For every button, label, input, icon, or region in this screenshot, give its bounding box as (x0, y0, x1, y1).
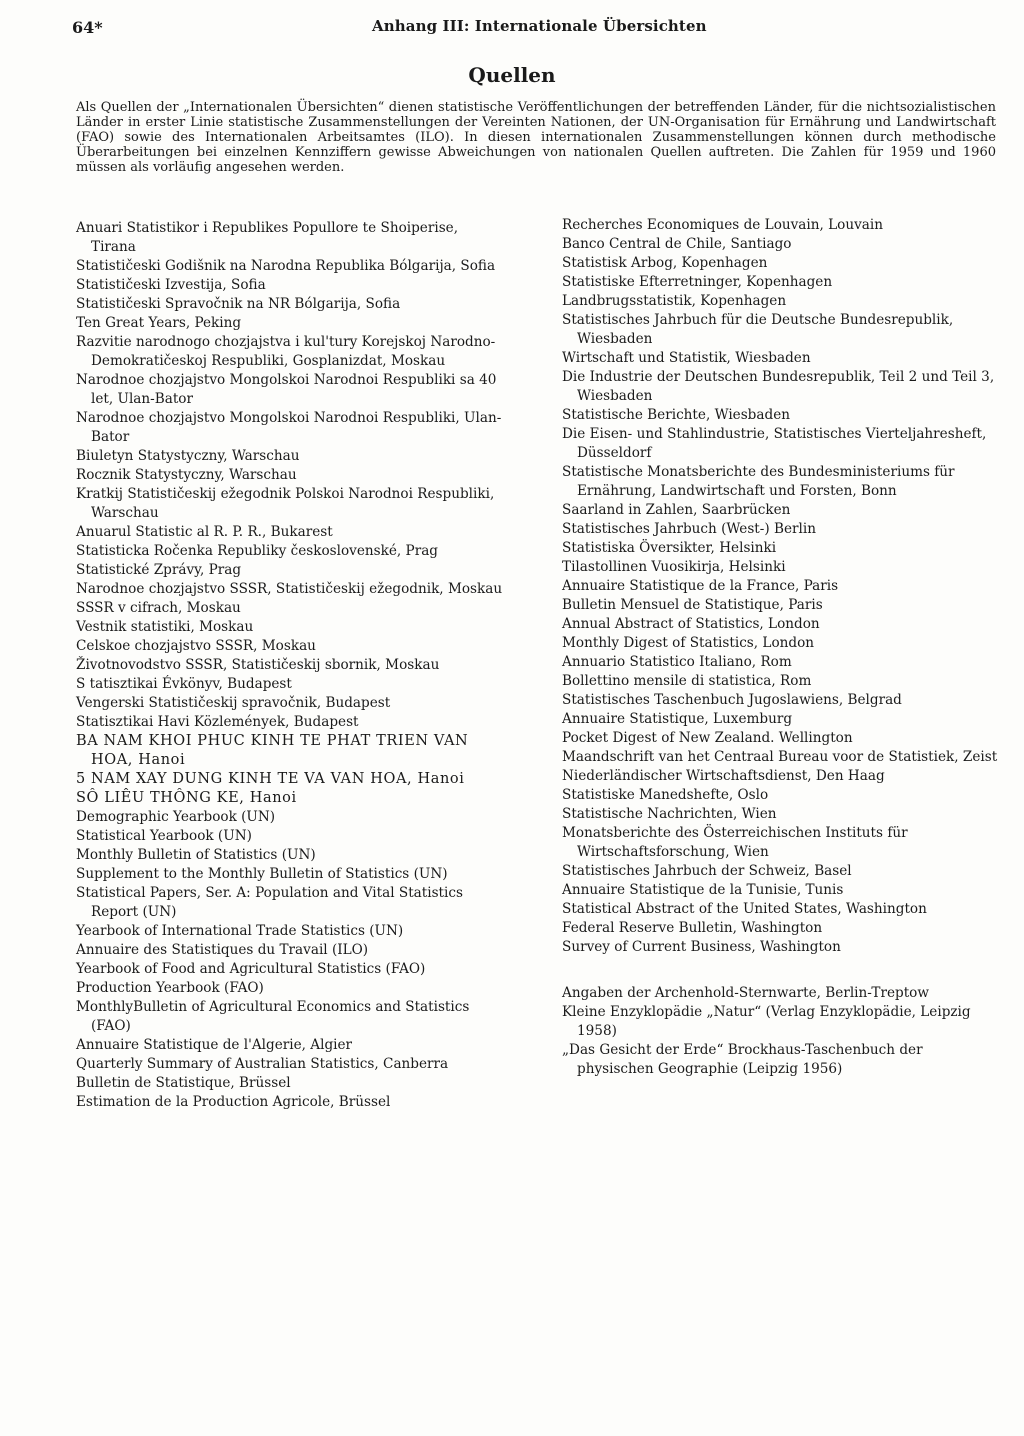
source-entry: Kratkij Statističeskij ežegodnik Polskoi Narodnoi Respubliki, Warschau (76, 486, 495, 521)
source-entry: Supplement to the Monthly Bulletin of Statistics (UN) (76, 866, 448, 882)
source-entry: 5 NAM XAY DUNG KINH TE VA VAN HOA, Hanoi (76, 771, 465, 787)
source-entry: Die Eisen- und Stahlindustrie, Statistisches Vierteljahresheft, Düsseldorf (562, 426, 987, 461)
source-entry: MonthlyBulletin of Agricultural Economics and Statistics (FAO) (76, 999, 470, 1034)
source-entry: Annuaire Statistique de l'Algerie, Algier (76, 1037, 353, 1053)
section-gap (562, 957, 998, 984)
source-entry: Maandschrift van het Centraal Bureau voor de Statistiek, Zeist (562, 749, 998, 765)
source-entry: Statistische Nachrichten, Wien (562, 806, 777, 822)
source-entry: Vengerski Statističeskij spravočnik, Budapest (76, 695, 391, 711)
source-entry: Monthly Bulletin of Statistics (UN) (76, 847, 316, 863)
source-entry: SSSR v cifrach, Moskau (76, 600, 241, 616)
source-entry: Narodnoe chozjajstvo Mongolskoi Narodnoi Respubliki sa 40 let, Ulan-Bator (76, 372, 497, 407)
right-source-list (562, 216, 998, 1079)
source-entry: Demographic Yearbook (UN) (76, 809, 276, 825)
source-entry: SÔ LIÊU THÔNG KE, Hanoi (76, 790, 297, 806)
source-entry: Annual Abstract of Statistics, London (562, 616, 820, 632)
source-entry: Statistische Monatsberichte des Bundesministeriums für Ernährung, Landwirtschaft und Forsten, Bonn (562, 464, 955, 499)
source-entry: S tatisztikai Évkönyv, Budapest (76, 676, 292, 692)
source-entry: Rocznik Statystyczny, Warschau (76, 467, 297, 483)
source-entry: Anuarul Statistic al R. P. R., Bukarest (76, 524, 333, 540)
source-entry: Saarland in Zahlen, Saarbrücken (562, 502, 791, 518)
source-entry: Pocket Digest of New Zealand. Wellington (562, 730, 853, 746)
source-entry: Statisztikai Havi Közlemények, Budapest (76, 714, 359, 730)
source-entry: Statistisches Taschenbuch Jugoslawiens, Belgrad (562, 692, 902, 708)
source-entry: Biuletyn Statystyczny, Warschau (76, 448, 300, 464)
source-entry: Quarterly Summary of Australian Statistics, Canberra (76, 1056, 449, 1072)
source-entry: Statistische Berichte, Wiesbaden (562, 407, 790, 423)
source-entry: Bollettino mensile di statistica, Rom (562, 673, 812, 689)
source-entry: Narodnoe chozjajstvo SSSR, Statističeskij ežegodnik, Moskau (76, 581, 503, 597)
source-entry: Statistiske Efterretninger, Kopenhagen (562, 274, 833, 290)
running-head: Anhang III: Internationale Übersichten (372, 17, 707, 35)
source-entry: Statističeski Spravočnik na NR Bólgarija, Sofia (76, 296, 401, 312)
source-entry: Wirtschaft und Statistik, Wiesbaden (562, 350, 811, 366)
source-entry: Ten Great Years, Peking (76, 315, 242, 331)
source-entry: Statistisches Jahrbuch der Schweiz, Basel (562, 863, 852, 879)
source-entry: Statisticka Ročenka Republiky československé, Prag (76, 543, 439, 559)
source-entry: Annuaire Statistique de la France, Paris (562, 578, 839, 594)
source-entry: „Das Gesicht der Erde“ Brockhaus-Taschenbuch der physischen Geographie (Leipzig 1956) (562, 1042, 923, 1077)
source-entry: Statistisches Jahrbuch für die Deutsche Bundesrepublik, Wiesbaden (562, 312, 954, 347)
source-entry: Yearbook of Food and Agricultural Statistics (FAO) (76, 961, 426, 977)
source-entry: Recherches Economiques de Louvain, Louvain (562, 217, 884, 233)
source-entry: Federal Reserve Bulletin, Washington (562, 920, 823, 936)
source-entry: Annuario Statistico Italiano, Rom (562, 654, 792, 670)
source-entry: Yearbook of International Trade Statistics (UN) (76, 923, 404, 939)
source-entry: Statistisches Jahrbuch (West-) Berlin (562, 521, 816, 537)
source-entry: Annuaire Statistique, Luxemburg (562, 711, 793, 727)
source-entry: Statistical Yearbook (UN) (76, 828, 252, 844)
left-source-list (76, 219, 506, 1112)
source-entry: Bulletin de Statistique, Brüssel (76, 1075, 291, 1091)
source-entry: Annuaire des Statistiques du Travail (ILO) (76, 942, 369, 958)
source-entry: Narodnoe chozjajstvo Mongolskoi Narodnoi Respubliki, Ulan-Bator (76, 410, 502, 445)
source-entry: Statistical Abstract of the United States, Washington (562, 901, 927, 917)
source-entry: Statističeski Izvestija, Sofia (76, 277, 266, 293)
source-entry: BA NAM KHOI PHUC KINH TE PHAT TRIEN VAN HOA, Hanoi (76, 733, 469, 768)
source-entry: Celskoe chozjajstvo SSSR, Moskau (76, 638, 316, 654)
source-entry: Statistické Zprávy, Prag (76, 562, 242, 578)
page-number: 64* (72, 18, 103, 37)
source-entry: Kleine Enzyklopädie „Natur“ (Verlag Enzyklopädie, Leipzig 1958) (562, 1004, 971, 1039)
source-entry: Razvitie narodnogo chozjajstva i kul'tury Korejskoj Narodno-Demokratičeskoj Respubliki, Gosplanizdat, Moskau (76, 334, 496, 369)
source-entry: Bulletin Mensuel de Statistique, Paris (562, 597, 823, 613)
source-entry: Niederländischer Wirtschaftsdienst, Den Haag (562, 768, 885, 784)
source-entry: Statistisk Arbog, Kopenhagen (562, 255, 768, 271)
source-entry: Production Yearbook (FAO) (76, 980, 264, 996)
source-entry: Vestnik statistiki, Moskau (76, 619, 254, 635)
source-entry: Die Industrie der Deutschen Bundesrepublik, Teil 2 und Teil 3, Wiesbaden (562, 369, 995, 404)
source-entry: Monatsberichte des Österreichischen Instituts für Wirtschaftsforschung, Wien (562, 825, 908, 860)
source-entry: Životnovodstvo SSSR, Statističeskij sbornik, Moskau (76, 657, 440, 673)
source-entry: Statističeski Godišnik na Narodna Republika Bólgarija, Sofia (76, 258, 496, 274)
source-entry: Estimation de la Production Agricole, Brüssel (76, 1094, 391, 1110)
source-entry: Banco Central de Chile, Santiago (562, 236, 792, 252)
source-entry: Statistiske Manedshefte, Oslo (562, 787, 769, 803)
source-entry: Landbrugsstatistik, Kopenhagen (562, 293, 787, 309)
page-title: Quellen (468, 63, 556, 87)
source-entry: Tilastollinen Vuosikirja, Helsinki (562, 559, 786, 575)
source-entry: Anuari Statistikor i Republikes Popullore te Shoiperise, Tirana (76, 220, 459, 255)
source-entry: Statistiska Översikter, Helsinki (562, 540, 777, 556)
source-entry: Annuaire Statistique de la Tunisie, Tunis (562, 882, 844, 898)
source-entry: Statistical Papers, Ser. A: Population and Vital Statistics Report (UN) (76, 885, 463, 920)
source-entry: Angaben der Archenhold-Sternwarte, Berlin-Treptow (562, 985, 929, 1001)
intro-paragraph: Als Quellen der „Internationalen Übersichten“ dienen statistische Veröffentlichungen der betreffenden Länder, für die nichtsozialistischen Länder in erster Linie statistische Zusammenstellungen der Vereinten Nationen, der UN-Organisation für Ernährung und Landwirtschaft (FAO) sowie des Internationalen Arbeitsamtes (ILO). In diesen internationalen Zusammenstellungen können durch methodische Überarbeitungen bei einzelnen Kennziffern gewisse Abweichungen von nationalen Quellen auftreten. Die Zahlen für 1959 und 1960 müssen als vorläufig angesehen werden. (76, 100, 996, 175)
source-entry: Monthly Digest of Statistics, London (562, 635, 815, 651)
source-entry: Survey of Current Business, Washington (562, 939, 841, 955)
